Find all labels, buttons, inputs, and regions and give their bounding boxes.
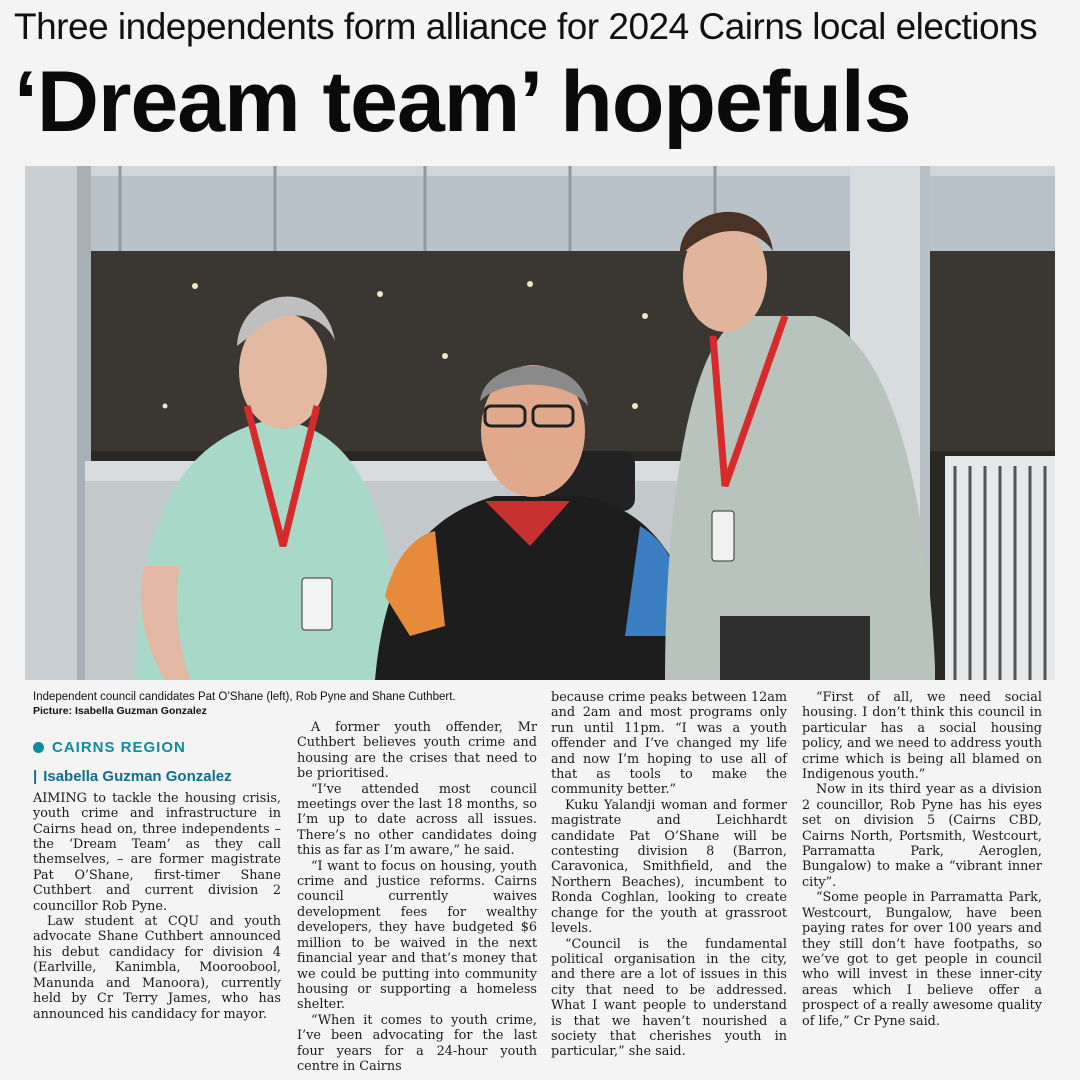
article-column-1 [33,740,281,1022]
article-column-3 [551,690,787,1060]
main-headline: ‘Dream team’ hopefuls [14,54,911,150]
byline-bar-icon: | [33,768,38,786]
bullet-dot-icon [33,742,44,753]
paragraph: Law student at CQU and youth advocate Shane Cuthbert announced his debut candidacy for division 4 (Earlville, Kanimbla, Mooroobool, Manunda and Manoora), currently held by Cr Terry James, who has announced his candidacy for mayor. [33,914,281,1022]
caption-credit: Picture: Isabella Guzman Gonzalez [33,705,207,717]
paragraph: AIMING to tackle the housing crisis, youth crime and infrastructure in Cairns head on, three independents – the ‘Dream Team’ as they call themselves, – are former magistrate Pat O’Shane, first-timer Shane Cuthbert and current division 2 councillor Rob Pyne. [33,790,281,914]
paragraph: “I want to focus on housing, youth crime and justice reforms. Cairns council currently waives development fees for wealthy developers, they have budgeted $6 million to be waived in the next financial year and that’s money that we could be putting into community housing or supporting a homeless shelter. [297,858,537,1013]
byline-author: Isabella Guzman Gonzalez [43,768,232,786]
paragraph: “Council is the fundamental political organisation in the city, and there are a lot of issues in this city that need to be addressed. What I want people to understand is that we haven’t nourished a society that cherishes youth in particular,” she said. [551,936,787,1060]
paragraph: Now in its third year as a division 2 councillor, Rob Pyne has his eyes set on division 5 (Cairns CBD, Cairns North, Portsmith, Westcourt, Parramatta Park, Aeroglen, Bungalow) to make a “vibrant inner city”. [802,782,1042,890]
paragraph: A former youth offender, Mr Cuthbert believes youth crime and housing are the crises that need to be prioritised. [297,720,537,782]
article-column-4 [802,690,1042,1029]
paragraph: “Some people in Parramatta Park, Westcourt, Bungalow, have been paying rates for over 100 years and they still don’t have footpaths, so we’ve got to get people in council who will invest in these inner-city areas which I believe offer a prospect of a really awesome quality of life,” Cr Pyne said. [802,890,1042,1029]
region-text: CAIRNS REGION [52,739,186,756]
region-label [33,740,281,755]
paragraph: because crime peaks between 12am and 2am and most programs only run until 11pm. “I was a youth offender and I’ve changed my life and now I’m hoping to use all of that as tools to make the community better.” [551,690,787,798]
paragraph: Kuku Yalandji woman and former magistrate and Leichhardt candidate Pat O’Shane will be contesting division 8 (Barron, Caravonica, Smithfield, and the Northern Beaches), incumbent to Ronda Coghlan, looking to create change for the youth at grassroot levels. [551,797,787,937]
article-photo [25,166,1055,680]
paragraph: “First of all, we need social housing. I don’t think this council in particular has a social housing policy, and we need to address youth crime which is being all blamed on Indigenous youth.” [802,690,1042,783]
photo-illustration [25,166,1055,680]
paragraph: “I’ve attended most council meetings over the last 18 months, so I’m up to date across all issues. There’s no other candidates doing this as far as I’m aware,” he said. [297,781,537,859]
photo-caption [33,690,553,718]
byline [33,769,281,784]
article-column-2 [297,720,537,1074]
caption-text: Independent council candidates Pat O’Shane (left), Rob Pyne and Shane Cuthbert. [33,691,456,703]
paragraph: “When it comes to youth crime, I’ve been advocating for the last four years for a 24-hour youth centre in Cairns [297,1012,537,1074]
kicker-headline: Three independents form alliance for 2024 Cairns local elections [14,6,1038,47]
